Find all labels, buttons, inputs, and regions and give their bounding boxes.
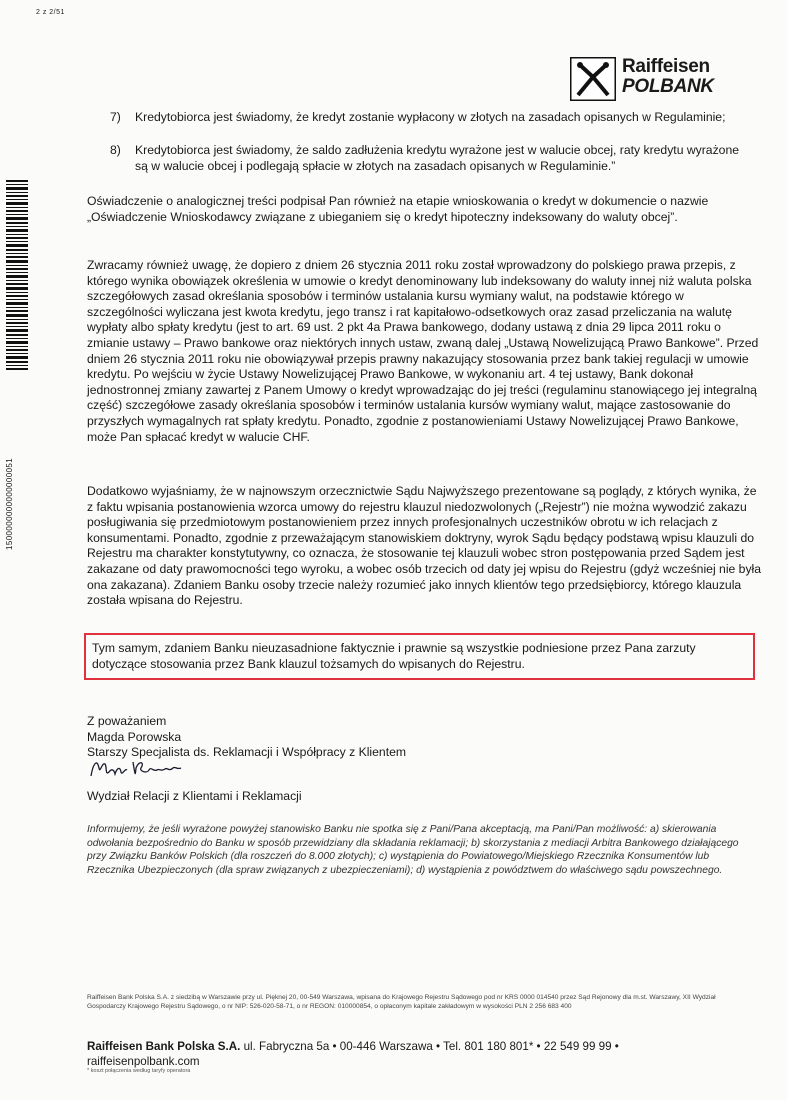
paragraph-legal-basis: Zwracamy również uwagę, że dopiero z dniem 26 stycznia 2011 roku został wprowadzony do polskiego prawa przepis, z którego wynika obowiązek określenia w umowie o kredyt denominowany lub indeksowany do waluty innej niż waluta polska szczegółowych zasad określania sposobów i terminów ustalania kursu wymiany walut, na podstawie którego w szczególności wyliczana jest kwota kredytu, jego transz i rat kapitałowo-odsetkowych oraz zasad przeliczania na walutę wypłaty albo spłaty kredytu (jest to art. 69 ust. 2 pkt 4a Prawa bankowego, dodany ustawą z dnia 29 lipca 2011 roku o zmianie ustawy – Prawo bankowe oraz niektórych innych ustaw, zwaną dalej „Ustawą Nowelizującą Prawo Bankowe”. Przed dniem 26 stycznia 2011 roku nie obowiązywał przepis prawny nakazujący stosowania przez bank takiej regulacji w umowie kredytu. Po wejściu w życie Ustawy Nowelizującej Prawo Bankowe, w wykonaniu art. 4 tej ustawy, Bank dokonał jednostronnej zmiany zawartej z Panem Umowy o kredyt wprowadzając do jej treści (regulaminu stanowiącego jej integralną część) szczegółowe zasady określania sposobów i terminów ustalania kursów wymiany walut, mające zastosowanie do przyszłych wymagalnych rat spłaty kredytu. Ponadto, zgodnie z postanowieniami Ustawy Nowelizującej Prawo Bankowe, może Pan spłacać kredyt w walucie CHF.	[87, 258, 759, 444]
footer-address: ul. Fabryczna 5a • 00-446 Warszawa • Tel. 801 180 801* • 22 549 99 99 •	[240, 1040, 619, 1053]
handwritten-signature	[87, 754, 187, 784]
appeal-information: Informujemy, że jeśli wyrażone powyżej stanowisko Banku nie spotka się z Pani/Pana akceptacją, ma Pani/Pan możliwość: a) skierowania odwołania bezpośrednio do Banku w sposób przewidziany dla składania reklamacji; b) skorzystania z mediacji Arbitra Bankowego działającego przy Związku Banków Polskich (dla roszczeń do 8.000 złotych); c) wystąpienia do Powiatowego/Miejskiego Rzecznika Konsumentów lub Rzecznika Ubezpieczonych (dla spraw związanych z ubezpieczeniami); d) wystąpienia z powództwem do właściwego sądu powszechnego.	[87, 824, 739, 876]
footer-legal-notice: Raiffeisen Bank Polska S.A. z siedzibą w Warszawie przy ul. Pięknej 20, 00-549 Warszawa, wpisana do Krajowego Rejestru Sądowego pod nr KRS 0000 014540 przez Sąd Rejonowy dla m.st. Warszawy, XII Wydział Gospodarczy Krajowego Rejestru Sądowego, o nr NIP: 526-020-58-71, o nr REGON: 010000854, o opłaconym kapitale zakładowym w wysokości PLN 2 256 683 400	[87, 994, 716, 1010]
bank-logo	[570, 55, 745, 103]
list-item	[110, 143, 750, 174]
side-code-text: 1500000000000000051	[5, 457, 14, 550]
footer-company-name: Raiffeisen Bank Polska S.A.	[87, 1040, 241, 1053]
closing-greeting: Z poważaniem	[87, 714, 167, 728]
logo-line-1: Raiffeisen	[622, 56, 710, 77]
footer-contact	[87, 1039, 757, 1069]
list-item-number: 8)	[110, 143, 121, 157]
department-name: Wydział Relacji z Klientami i Reklamacji	[87, 789, 302, 803]
raiffeisen-gable-icon	[570, 57, 616, 101]
list-item-text: Kredytobiorca jest świadomy, że saldo zadłużenia kredytu wyrażone jest w walucie obcej, raty kredytu wyrażone są w walucie obcej i podlegają spłacie w złotych na zasadach opisanych w Regulaminie.”	[135, 143, 740, 173]
paragraph-declaration: Oświadczenie o analogicznej treści podpisał Pan również na etapie wnioskowania o kredyt w dokumencie o nazwie „Oświadczenie Wnioskodawcy związane z ubieganiem się o kredyt hipoteczny indeksowany do waluty obcej”.	[87, 194, 709, 224]
highlighted-conclusion-text: Tym samym, zdaniem Banku nieuzasadnione faktycznie i prawnie są wszystkie podniesione przez Pana zarzuty dotyczące stosowania przez Bank klauzul tożsamych do wpisanych do Rejestru.	[92, 641, 696, 671]
signer-position: Starszy Specjalista ds. Reklamacji i Współpracy z Klientem	[87, 745, 407, 760]
highlighted-conclusion	[84, 633, 755, 680]
footer-footnote: * koszt połączenia według taryfy operatora	[87, 1068, 191, 1074]
logo-line-2: POLBANK	[622, 76, 714, 97]
side-document-code	[2, 400, 22, 560]
page-number: 2 z 2/51	[36, 9, 65, 16]
list-item	[110, 110, 750, 126]
paragraph-supreme-court: Dodatkowo wyjaśniamy, że w najnowszym orzecznictwie Sądu Najwyższego prezentowane są poglądy, z których wynika, że z faktu wpisania postanowienia wzorca umowy do rejestru klauzul niedozwolonych („Rejestr”) nie można wywodzić zakazu posługiwania się przedmiotowym postanowieniem przez innych profesjonalnych uczestników obrotu w ich relacjach z konsumentami. Ponadto, zgodnie z przeważającym stanowiskiem doktryny, wyrok Sądu będący podstawą wpisu klauzuli do Rejestru ma charakter konstytutywny, co oznacza, że stosowanie tej klauzuli wobec stron postępowania przed Sądem jest zakazane od daty prawomocności tego wyroku, a wobec osób trzecich od daty jej wpisu do Rejestru (gdyż wcześniej nie była ona zakazana). Zdaniem Banku osoby trzecie należy rozumieć jako innych klientów tego przedsiębiorcy, którego klauzula została wpisana do Rejestru.	[87, 484, 762, 608]
list-item-number: 7)	[110, 110, 121, 124]
footer-website-link[interactable]: raiffeisenpolbank.com	[87, 1055, 200, 1068]
barcode	[6, 180, 28, 370]
signer-name: Magda Porowska	[87, 729, 182, 744]
list-item-text: Kredytobiorca jest świadomy, że kredyt zostanie wypłacony w złotych na zasadach opisanych w Regulaminie;	[135, 110, 726, 124]
